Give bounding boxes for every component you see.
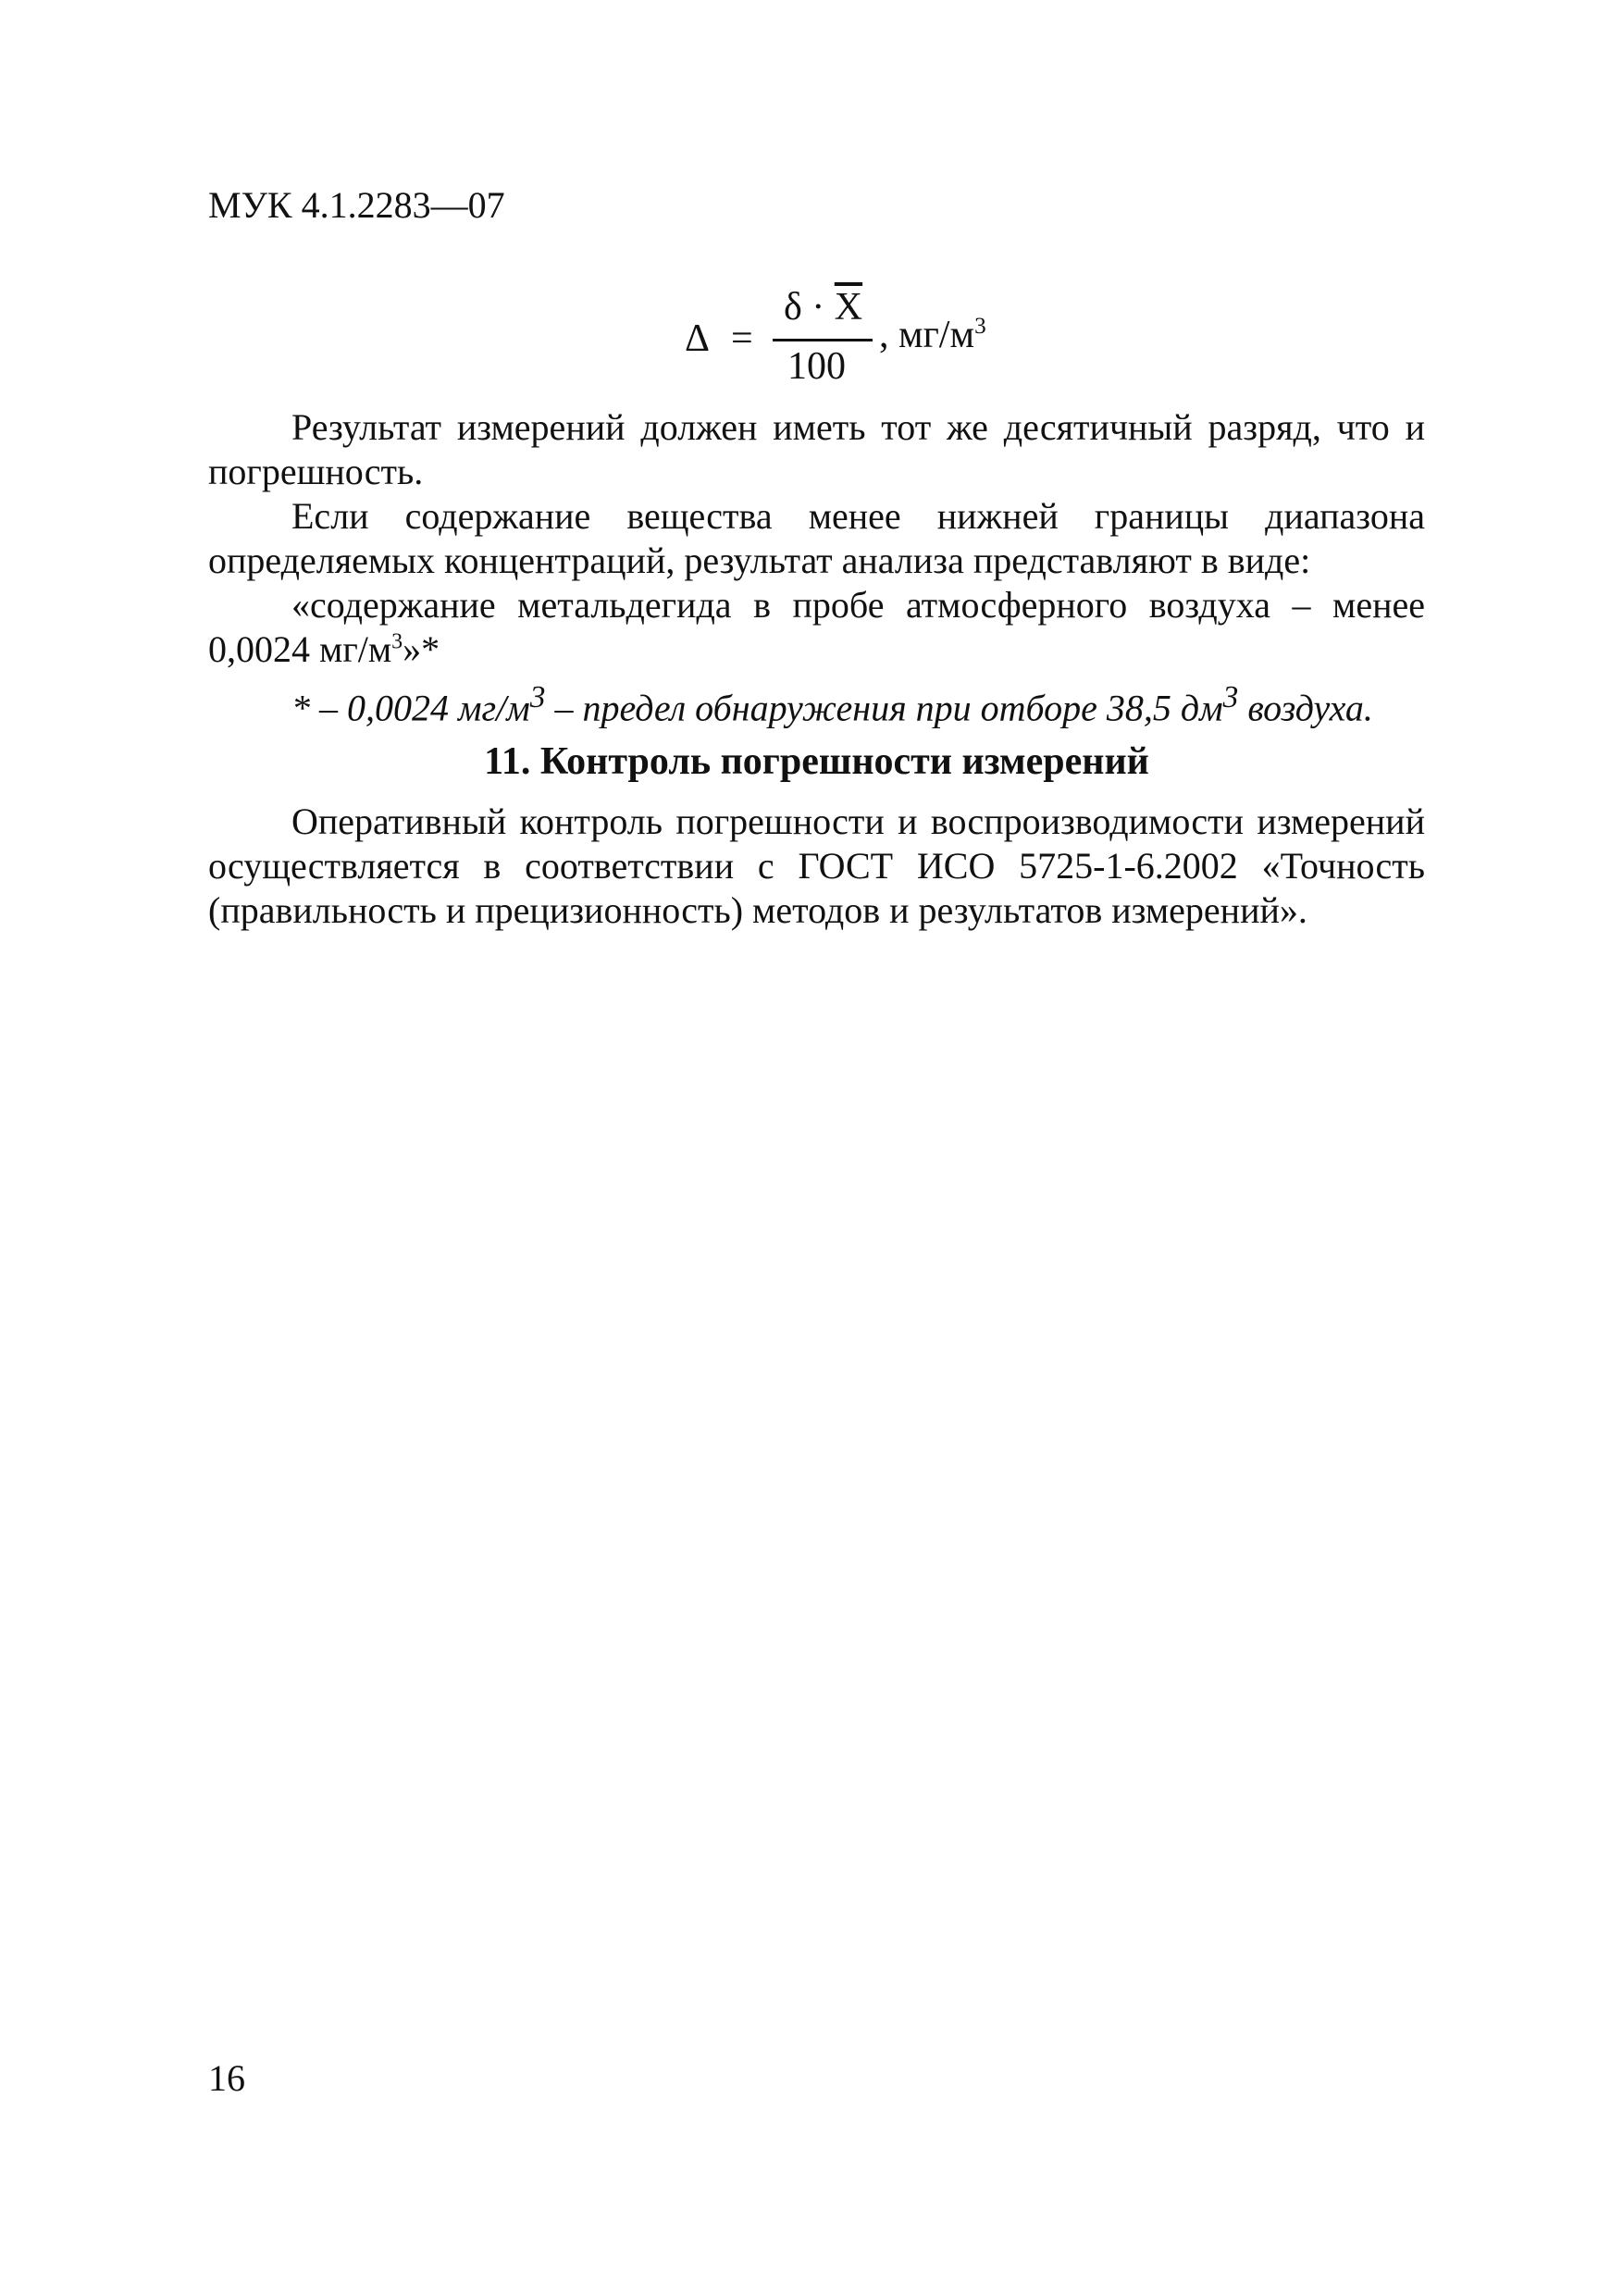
section-body-paragraph: Оперативный контроль погрешности и воспроизводимости измерений осуществляется в соответствии с ГОСТ ИСО 5725-1-6.2002 «Точность (правильность и прецизионность) методов и результатов измерений». (208, 800, 1425, 931)
formula-numerator (784, 285, 862, 329)
page-number: 16 (208, 2057, 245, 2099)
formula-delta-symbol: Δ (685, 317, 711, 360)
paragraph-result-precision: Результат измерений должен иметь тот же десятичный разряд, что и погрешность. (208, 406, 1425, 492)
formula-fraction-bar (773, 339, 873, 341)
formula-equals-sign: = (731, 317, 753, 360)
formula-denominator: 100 (787, 345, 846, 388)
document-code-header: МУК 4.1.2283—07 (208, 184, 505, 226)
formula-numerator-delta: δ · (784, 286, 825, 329)
section-heading: 11. Контроль погрешности измерений (484, 740, 1149, 783)
detection-limit-footnote: * – 0,0024 $мг/м^3$ – предел обнаружения при отборе 38,5 $дм^3$ воздуха. (291, 680, 1373, 729)
paragraph-result-format-line2: 0,0024 $мг/м^3»*$ (208, 628, 440, 670)
paragraph-below-range: Если содержание вещества менее нижней границы диапазона определяемых концентраций, результат анализа представляют в виде: (208, 495, 1425, 581)
paragraph-result-format-line1: «содержание метальдегида в пробе атмосферного воздуха – менее (291, 584, 1425, 626)
formula-unit: , $мг/м^3$ (879, 314, 986, 356)
formula-numerator-x-mean: $\overline{X}$ (834, 286, 863, 329)
error-formula (685, 278, 1036, 398)
